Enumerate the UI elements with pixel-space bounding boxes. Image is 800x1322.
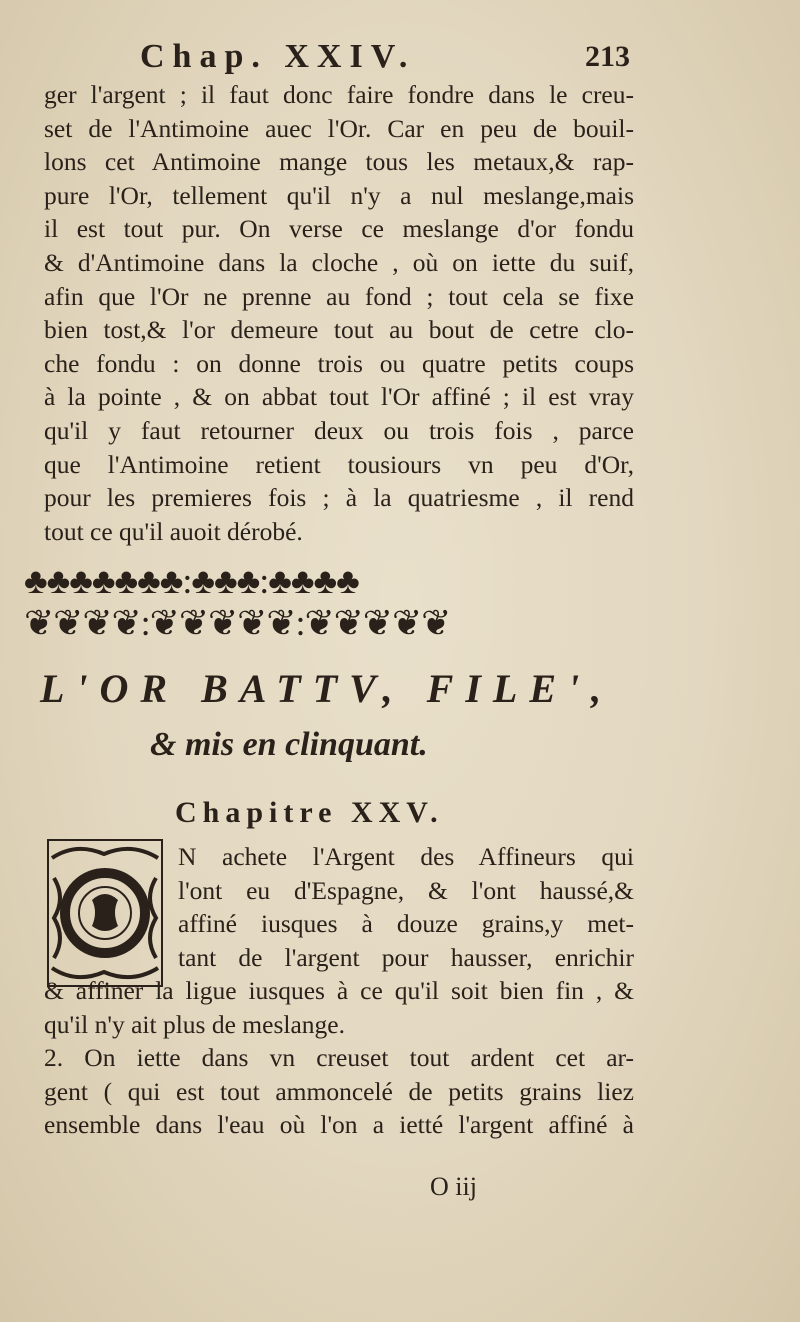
text-line: à la pointe , & on abbat tout l'Or affiné ; il est vray	[44, 382, 634, 412]
text-line: tout ce qu'il auoit dérobé.	[44, 516, 303, 546]
text-line: che fondu : on donne trois ou quatre petits coups	[44, 348, 634, 378]
chapter-paragraph-2	[44, 974, 634, 1142]
text-line: N achete l'Argent des Affineurs qui	[178, 842, 634, 871]
ornament-top-row: ♣♣♣♣♣♣♣:♣♣♣:♣♣♣♣	[24, 561, 359, 601]
text-line: bien tost,& l'or demeure tout au bout de cetre clo-	[44, 315, 634, 345]
text-line: afin que l'Or ne prenne au fond ; tout cela se fixe	[44, 281, 634, 311]
text-line: qu'il y faut retourner deux ou trois fois , parce	[44, 415, 634, 445]
text-line: 2. On iette dans vn creuset tout ardent cet ar-	[44, 1043, 634, 1073]
text-line: gent ( qui est tout ammoncelé de petits grains liez	[44, 1076, 634, 1106]
text-line: tant de l'argent pour hausser, enrichir	[178, 942, 634, 972]
text-line: que l'Antimoine retient tousiours vn peu d'Or,	[44, 449, 634, 479]
text-line: l'ont eu d'Espagne, & l'ont haussé,&	[178, 875, 634, 905]
text-line: qu'il n'y ait plus de meslange.	[44, 1009, 345, 1039]
signature-mark: O iij	[430, 1172, 477, 1201]
text-line: ger l'argent ; il faut donc faire fondre dans le creu-	[44, 80, 634, 109]
text-line: il est tout pur. On verse ce meslange d'or fondu	[44, 214, 634, 244]
chapter-paragraph-1	[178, 840, 634, 974]
section-subtitle: & mis en clinquant.	[150, 726, 428, 763]
running-head: Chap. XXIV.	[140, 38, 416, 75]
section-title: L'OR BATTV, FILE',	[40, 666, 614, 711]
decorated-initial-o	[46, 838, 164, 988]
fleuron-ornament	[24, 560, 632, 650]
text-line: pure l'Or, tellement qu'il n'y a nul meslange,mais	[44, 180, 634, 210]
page-number: 213	[585, 40, 630, 73]
text-line: ensemble dans l'eau où l'on a ietté l'argent affiné à	[44, 1110, 634, 1140]
text-line: pour les premieres fois ; à la quatriesme , il rend	[44, 483, 634, 513]
text-line: lons cet Antimoine mange tous les metaux,& rap-	[44, 147, 634, 177]
text-line: affiné iusques à douze grains,y met-	[178, 909, 634, 939]
text-line: set de l'Antimoine auec l'Or. Car en peu de bouil-	[44, 113, 634, 143]
ornament-bottom-row: ❦❦❦❦:❦❦❦❦❦:❦❦❦❦❦	[24, 603, 451, 643]
continued-paragraph	[44, 78, 634, 548]
text-line: & affiner la ligue iusques à ce qu'il soit bien fin , &	[44, 976, 634, 1005]
text-line: & d'Antimoine dans la cloche , où on iette du suif,	[44, 247, 634, 277]
chapter-heading: Chapitre XXV.	[175, 796, 444, 829]
